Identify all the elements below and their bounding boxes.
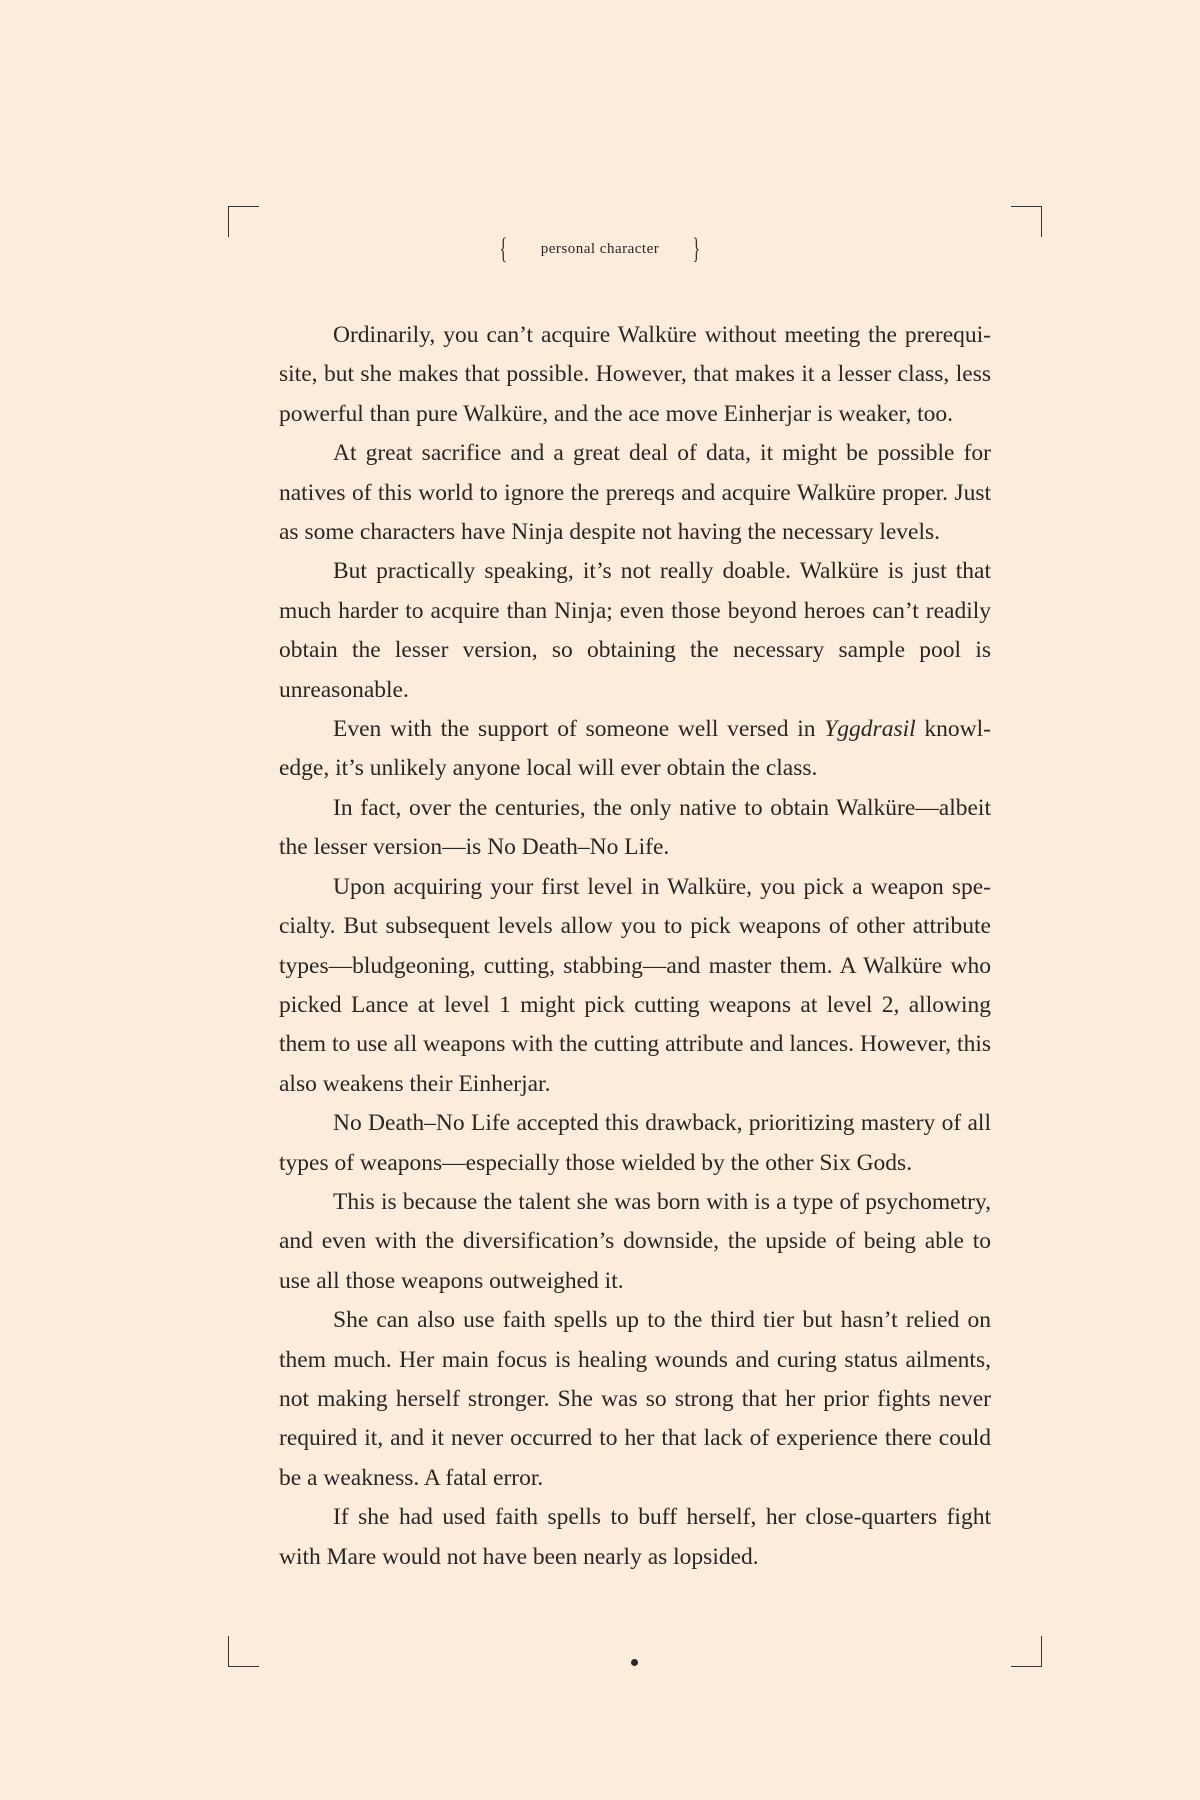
left-brace-ornament: {	[499, 232, 508, 265]
paragraph	[279, 710, 991, 789]
running-head-label: personal character	[540, 241, 660, 257]
crop-mark-bottom-left	[228, 1636, 259, 1667]
paragraph: Ordinarily, you can’t acquire Walküre without meeting the prerequisite, but she makes that possible. However, that makes it a lesser class, less powerful than pure Walküre, and the ace move Einherjar is weaker, too.	[279, 322, 991, 427]
right-brace-ornament: }	[692, 232, 701, 265]
body-text	[279, 316, 991, 1577]
crop-mark-top-left	[228, 206, 259, 237]
crop-mark-top-right	[1011, 206, 1042, 237]
paragraph-text: Even with the support of someone well versed in	[333, 716, 825, 743]
paragraph: This is because the talent she was born with is a type of psychometry, and even with the diversification’s downside, the upside of being able to use all those weapons outweighed it.	[279, 1188, 991, 1294]
paragraph: At great sacrifice and a great deal of data, it might be possible for natives of this world to ignore the prereqs and acquire Walküre proper. Just as some characters have Ninja despite not having the necessary levels.	[279, 440, 991, 546]
paragraph: In fact, over the centuries, the only native to obtain Walküre—albeit the lesser version—is No Death–No Life.	[279, 794, 991, 861]
paragraph: Upon acquiring your first level in Walküre, you pick a weapon specialty. But subsequent levels allow you to pick weapons of other attribute types—bludgeoning, cutting, stabbing—and master them. A Walküre who picked Lance at level 1 might pick cutting weapons at level 2, allowing them to use all weapons with the cutting attribute and lances. However, this also weakens their Einherjar.	[279, 873, 991, 1097]
paragraph: If she had used faith spells to buff herself, her close-quarters fight with Mare would not have been nearly as lopsided.	[279, 1504, 991, 1570]
paragraph: No Death–No Life accepted this drawback, prioritizing mastery of all types of weapons—especially those wielded by the other Six Gods.	[279, 1110, 991, 1176]
folio-dot	[631, 1659, 638, 1666]
paragraph: She can also use faith spells up to the third tier but hasn’t relied on them much. Her main focus is healing wounds and curing status ailments, not making herself stronger. She was so strong that her prior fights never required it, and it never occurred to her that lack of experience there could be a weakness. A fatal error.	[279, 1307, 991, 1491]
paragraph-text: knowledge, it’s unlikely anyone local will ever obtain the class.	[279, 716, 991, 782]
italic-title: Yggdrasil	[824, 716, 916, 743]
running-head	[0, 234, 1200, 264]
crop-mark-bottom-right	[1011, 1636, 1042, 1667]
paragraph: But practically speaking, it’s not really doable. Walküre is just that much harder to acquire than Ninja; even those beyond heroes can’t readily obtain the lesser version, so obtaining the necessary sample pool is unreasonable.	[279, 558, 991, 703]
